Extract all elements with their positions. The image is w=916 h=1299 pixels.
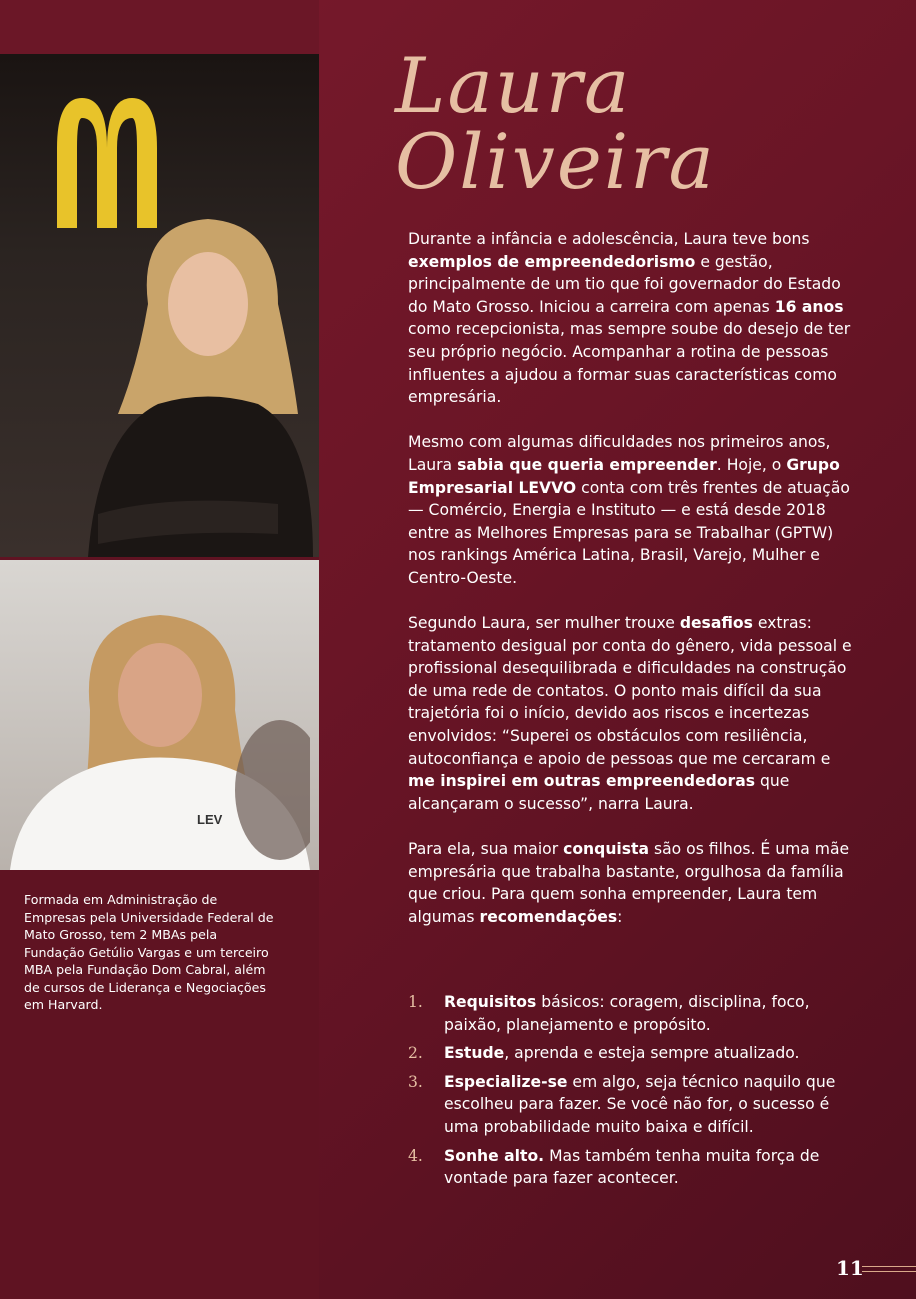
- photo-laura-mcdonalds: [0, 54, 319, 557]
- recommendation-text: em algo, seja técnico naquilo que escolheu para fazer. Se você não for, o sucesso é uma probabilidade muito baixa e difícil.: [444, 1072, 836, 1136]
- paragraph: [408, 838, 860, 928]
- recommendation-text: , aprenda e esteja sempre atualizado.: [504, 1044, 800, 1063]
- recommendation-text: básicos: coragem, disciplina, foco, paixão, planejamento e propósito.: [444, 993, 810, 1034]
- bold-text: desafios: [679, 614, 753, 633]
- recommendation-keyword: Estude: [444, 1044, 505, 1063]
- bold-text: recomendações: [479, 907, 618, 926]
- recommendation-item: [408, 1042, 860, 1065]
- page-title: Laura Oliveira: [395, 41, 716, 206]
- recommendation-item: [408, 1071, 860, 1139]
- text-run: que alcançaram o sucesso”, narra Laura.: [408, 772, 790, 813]
- recommendation-number: 1.: [408, 993, 423, 1011]
- paragraph: [408, 228, 860, 409]
- bold-text: Grupo Empresarial LEVVO: [408, 455, 840, 497]
- paragraph: [408, 431, 860, 589]
- recommendation-item: [408, 1145, 860, 1190]
- photo-caption: Formada em Administração de Empresas pela Universidade Federal de Mato Grosso, tem 2 MBAs pela Fundação Getúlio Vargas e um terceiro MBA pela Fundação Dom Cabral, além de cursos de Liderança e Negociações em Harvard.: [24, 892, 274, 1012]
- bold-text: sabia que queria empreender: [457, 455, 717, 474]
- bold-text: 16 anos: [774, 297, 844, 316]
- text-run: extras: tratamento desigual por conta do gênero, vida pessoal e profissional desequilibrada e dificuldades na construção de uma rede de contatos. O ponto mais difícil da sua trajetória foi o início, devido aos riscos e incertezas envolvidos: “Superei os obstáculos com resiliência, autoconfiança e apoio de pessoas que me cercaram e: [408, 614, 852, 768]
- recommendation-item: [408, 991, 860, 1036]
- recommendation-keyword: Requisitos: [444, 993, 537, 1011]
- text-run: conta com três frentes de atuação — Comércio, Energia e Instituto — e está desde 2018 entre as Melhores Empresas para se Trabalhar (GPTW) nos rankings América Latina, Brasil, Varejo, Mulher e Centro-Oeste.: [408, 478, 850, 587]
- page-number-rule: [862, 1266, 916, 1272]
- page-number: 11: [836, 1256, 864, 1280]
- text-run: e gestão, principalmente de um tio que foi governador do Estado do Mato Grosso. Iniciou a carreira com apenas: [408, 252, 841, 316]
- text-run: Durante a infância e adolescência, Laura teve bons: [408, 230, 810, 248]
- text-run: são os filhos. É uma mãe empresária que trabalha bastante, orgulhosa da família que criou. Para quem sonha empreender, Laura tem algumas: [408, 840, 850, 926]
- text-run: . Hoje, o: [716, 455, 787, 474]
- text-run: como recepcionista, mas sempre soube do desejo de ter seu próprio negócio. Acompanhar a rotina de pessoas influentes a ajudou a formar suas características como empresária.: [408, 320, 851, 407]
- left-column: [0, 0, 319, 1299]
- recommendation-text: Mas também tenha muita força de vontade para fazer acontecer.: [444, 1146, 820, 1188]
- top-strip: [0, 0, 319, 54]
- text-run: :: [617, 907, 623, 926]
- recommendation-keyword: Sonhe alto.: [444, 1146, 545, 1165]
- recommendation-number: 3.: [408, 1072, 423, 1091]
- shirt-logo-text: LEV: [197, 812, 223, 827]
- recommendation-keyword: Especialize-se: [444, 1072, 568, 1091]
- woman-portrait: [10, 590, 310, 870]
- recommendation-number: 4.: [408, 1146, 423, 1165]
- bold-text: exemplos de empreendedorismo: [408, 252, 696, 271]
- mcdonalds-logo: [52, 88, 162, 228]
- recommendation-number: 2.: [408, 1044, 423, 1063]
- text-run: Para ela, sua maior: [408, 840, 564, 859]
- paragraph: [408, 612, 860, 815]
- woman-portrait: [78, 214, 318, 557]
- bold-text: conquista: [563, 840, 650, 859]
- recommendations-list: [408, 991, 860, 1196]
- bold-text: me inspirei em outras empreendedoras: [408, 772, 756, 791]
- text-run: Mesmo com algumas dificuldades nos primeiros anos, Laura: [408, 433, 831, 474]
- article-body: [408, 228, 860, 951]
- photo-laura-white-shirt: [0, 560, 319, 870]
- text-run: Segundo Laura, ser mulher trouxe: [408, 614, 680, 633]
